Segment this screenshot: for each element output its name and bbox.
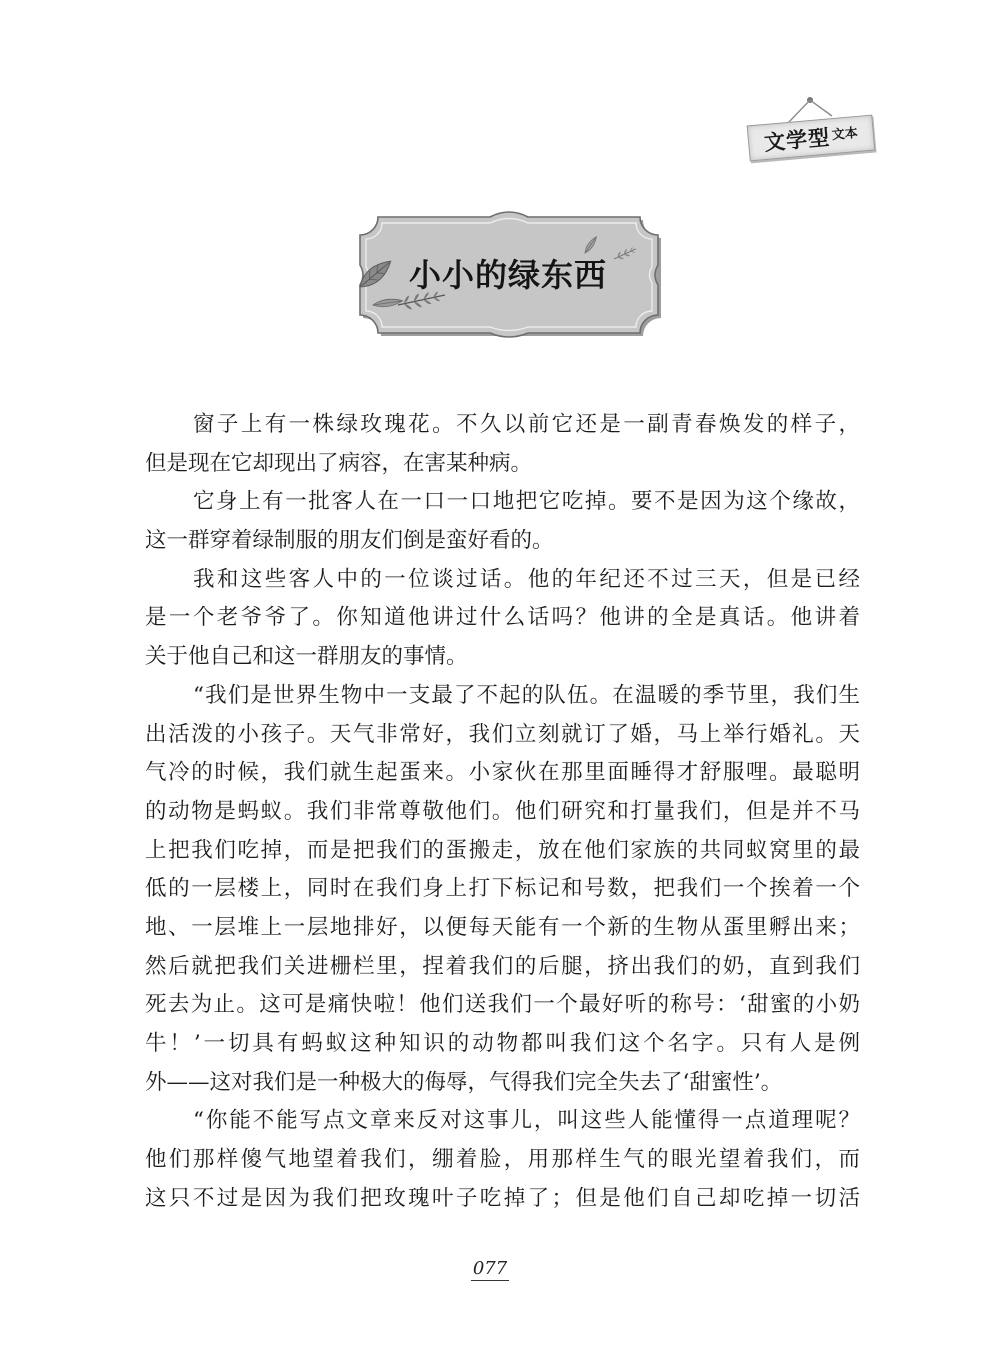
text-line: “你能不能写点文章来反对这事儿，叫这些人能懂得一点道理呢？	[193, 1108, 860, 1134]
text-line: 关于他自己和这一群朋友的事情。	[145, 644, 468, 670]
text-line: 的动物是蚂蚁。我们非常尊敬他们。他们研究和打量我们，但是并不马	[145, 798, 860, 824]
text-line: “我们是世界生物中一支最了不起的队伍。在温暖的季节里，我们生	[193, 682, 860, 708]
text-line: 这一群穿着绿制服的朋友们倒是蛮好看的。	[145, 528, 554, 554]
text-line: 我和这些客人中的一位谈过话。他的年纪还不过三天，但是已经	[193, 566, 860, 592]
text-line: 这只不过是因为我们把玫瑰叶子吃掉了；但是他们自己却吃掉一切活	[145, 1185, 860, 1211]
text-line: 出活泼的小孩子。天气非常好，我们立刻就订了婚，马上举行婚礼。天	[145, 721, 860, 747]
page-number-value: 077	[472, 1258, 508, 1279]
tag-main-label: 文学型	[763, 125, 832, 156]
text-line: 外——这对我们是一种极大的侮辱，气得我们完全失去了‘甜蜜性’。	[145, 1069, 783, 1095]
text-line: 它身上有一批客人在一口一口地把它吃掉。要不是因为这个缘故，	[193, 489, 860, 515]
paragraph	[145, 677, 860, 1103]
text-line: 气冷的时候，我们就生起蛋来。小家伙在那里面睡得才舒服哩。最聪明	[145, 760, 860, 786]
text-line: 他们那样傻气地望着我们，绷着脸，用那样生气的眼光望着我们，而	[145, 1147, 860, 1173]
paragraph	[145, 1102, 860, 1218]
text-line: 低的一层楼上，同时在我们身上打下标记和号数，把我们一个挨着一个	[145, 876, 860, 902]
text-line: 牛！’一切具有蚂蚁这种知识的动物都叫我们这个名字。只有人是例	[145, 1031, 860, 1056]
text-line: 是一个老爷爷了。你知道他讲过什么话吗？他讲的全是真话。他讲着	[145, 605, 860, 631]
text-line: 但是现在它却现出了病容，在害某种病。	[145, 450, 533, 476]
tag-sub-label: 文本	[831, 125, 859, 143]
paragraph	[145, 406, 860, 483]
text-line: 上把我们吃掉，而是把我们的蛋搬走，放在他们家族的共同蚁窝里的最	[145, 837, 860, 863]
article-body	[145, 406, 860, 1218]
paragraph	[145, 483, 860, 560]
text-line: 然后就把我们关进栅栏里，捏着我们的后腿，挤出我们的奶，直到我们	[145, 953, 860, 979]
text-line: 地、一层堆上一层地排好，以便每天能有一个新的生物从蛋里孵出来；	[145, 914, 860, 940]
paragraph	[145, 561, 860, 677]
text-line: 窗子上有一株绿玫瑰花。不久以前它还是一副青春焕发的样子，	[193, 412, 860, 437]
page-title: 小小的绿东西	[408, 256, 607, 294]
page-number	[460, 1258, 520, 1281]
text-line: 死去为止。这可是痛快啦！他们送我们一个最好听的称号：‘甜蜜的小奶	[145, 992, 860, 1018]
